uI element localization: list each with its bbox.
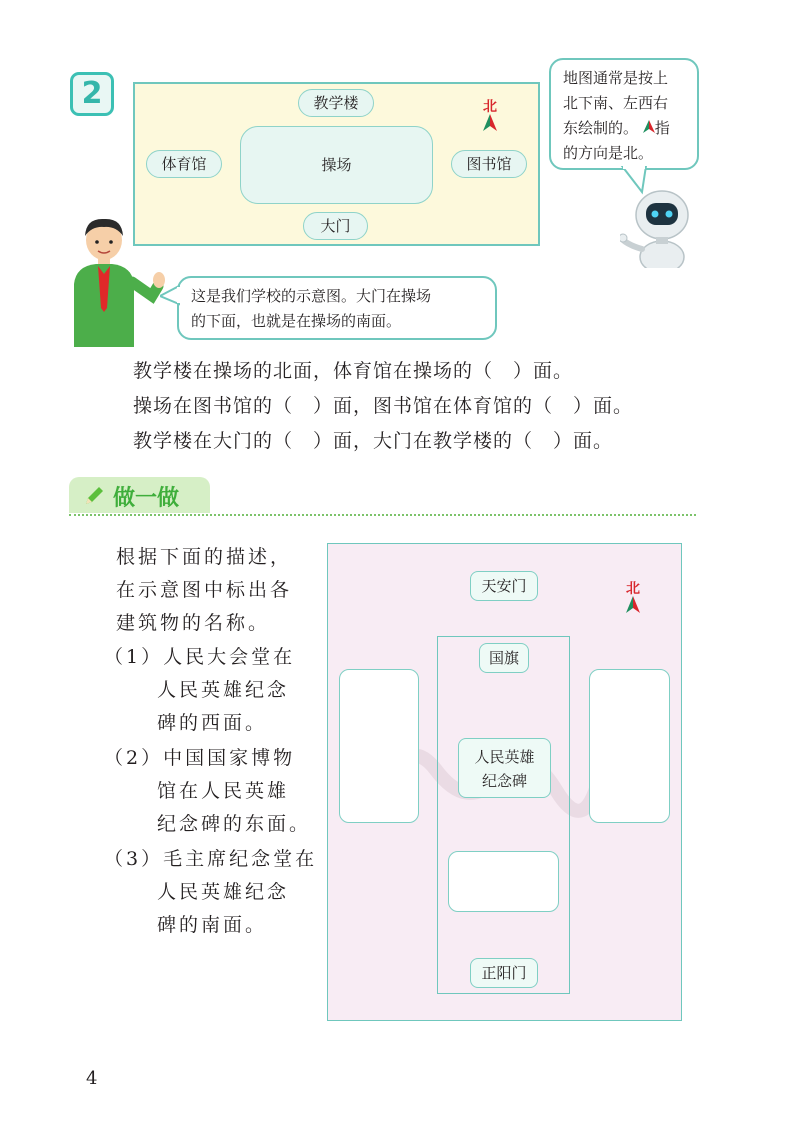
map-label-teaching-building: 教学楼 xyxy=(298,89,374,117)
boy-bubble-tail xyxy=(160,284,180,306)
exercise-header xyxy=(69,477,210,513)
map-label-monument: 人民英雄 纪念碑 xyxy=(458,738,551,798)
exercise-intro: 根据下面的描述， 在示意图中标出各 建筑物的名称。 xyxy=(116,546,293,634)
blank-south-building[interactable] xyxy=(448,851,559,912)
exercise-title: 做一做 xyxy=(113,486,180,511)
robot-line-3: 东绘制的。 指 xyxy=(563,119,670,137)
map-label-flag: 国旗 xyxy=(479,643,529,673)
map-label-playground: 操场 xyxy=(240,126,433,204)
north-label: 北 xyxy=(483,99,497,115)
map-label-gate: 大门 xyxy=(303,212,368,240)
page-number: 4 xyxy=(86,1068,98,1089)
map-label-zhengyangmen: 正阳门 xyxy=(470,958,538,988)
boy-illustration xyxy=(66,212,166,347)
robot-illustration xyxy=(620,183,700,268)
problem-number: 2 xyxy=(81,76,103,111)
question-3: 教学楼在大门的（ ）面，大门在教学楼的（ ）面。 xyxy=(133,430,614,452)
map-label-library: 图书馆 xyxy=(451,150,527,178)
boy-line-1: 这是我们学校的示意图。大门在操场 xyxy=(191,287,432,305)
north-arrow-icon xyxy=(483,114,497,132)
north-label: 北 xyxy=(626,581,640,597)
problem-number-badge xyxy=(70,72,114,116)
question-2: 操场在图书馆的（ ）面，图书馆在体育馆的（ ）面。 xyxy=(133,395,634,417)
boy-line-2: 的下面，也就是在操场的南面。 xyxy=(191,312,402,330)
map-label-gym: 体育馆 xyxy=(146,150,222,178)
blank-west-building[interactable] xyxy=(339,669,419,823)
blank-east-building[interactable] xyxy=(589,669,670,823)
question-1: 教学楼在操场的北面，体育馆在操场的（ ）面。 xyxy=(133,360,574,382)
exercise-item-3: （3）毛主席纪念堂在 人民英雄纪念 碑的南面。 xyxy=(104,848,318,936)
pencil-icon xyxy=(83,485,105,507)
boy-speech-bubble xyxy=(177,276,497,340)
north-arrow-icon xyxy=(626,596,640,614)
robot-line-1: 地图通常是按上 xyxy=(563,69,669,87)
robot-line-4: 的方向是北。 xyxy=(563,144,654,162)
robot-line-2: 北下南、左西右 xyxy=(563,94,669,112)
exercise-item-1: （1）人民大会堂在 人民英雄纪念 碑的西面。 xyxy=(104,646,296,734)
square-center-area xyxy=(437,636,570,994)
robot-speech-bubble xyxy=(549,58,699,170)
exercise-divider xyxy=(69,514,696,516)
north-arrow-icon xyxy=(643,120,655,134)
map-label-tiananmen: 天安门 xyxy=(470,571,538,601)
exercise-item-2: （2）中国国家博物 馆在人民英雄 纪念碑的东面。 xyxy=(104,747,312,835)
